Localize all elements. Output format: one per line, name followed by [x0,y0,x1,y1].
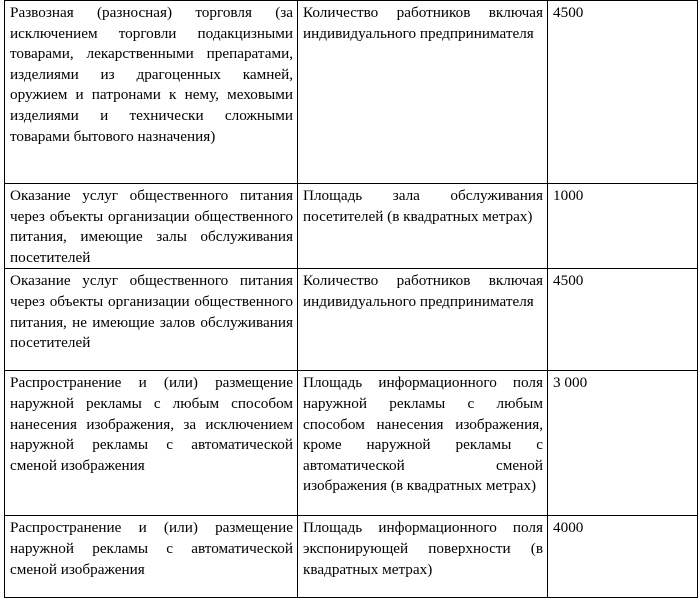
value-cell: 4000 [548,516,698,598]
activity-cell: Развозная (разносная) торговля (за исключением торговли подакцизными товарами, лекарственными препаратами, изделиями из драгоценных камней, оружием и патронами к нему, меховыми изделиями и технически сложными товарами бытового назначения) [5,1,298,184]
indicator-cell: Количество работников включая индивидуального предпринимателя [298,269,548,371]
indicator-cell: Площадь информационного поля наружной рекламы с любым способом нанесения изображения, кроме наружной рекламы с автоматической сменой изображения (в квадратных метрах) [298,371,548,516]
value-cell: 1000 [548,184,698,269]
activity-cell: Распространение и (или) размещение наружной рекламы с любым способом нанесения изображения, за исключением наружной рекламы с автоматической сменой изображения [5,371,298,516]
indicator-cell: Количество работников включая индивидуального предпринимателя [298,1,548,184]
table-row [5,371,698,516]
table-row [5,269,698,371]
value-cell: 4500 [548,269,698,371]
activity-cell: Оказание услуг общественного питания через объекты организации общественного питания, имеющие залы обслуживания посетителей [5,184,298,269]
indicator-cell: Площадь зала обслуживания посетителей (в квадратных метрах) [298,184,548,269]
table-row [5,184,698,269]
table-row [5,516,698,598]
value-cell: 3 000 [548,371,698,516]
activity-rates-table [4,0,698,598]
activity-cell: Оказание услуг общественного питания через объекты организации общественного питания, не имеющие залов обслуживания посетителей [5,269,298,371]
table-row [5,1,698,184]
activity-cell: Распространение и (или) размещение наружной рекламы с автоматической сменой изображения [5,516,298,598]
indicator-cell: Площадь информационного поля экспонирующей поверхности (в квадратных метрах) [298,516,548,598]
value-cell: 4500 [548,1,698,184]
